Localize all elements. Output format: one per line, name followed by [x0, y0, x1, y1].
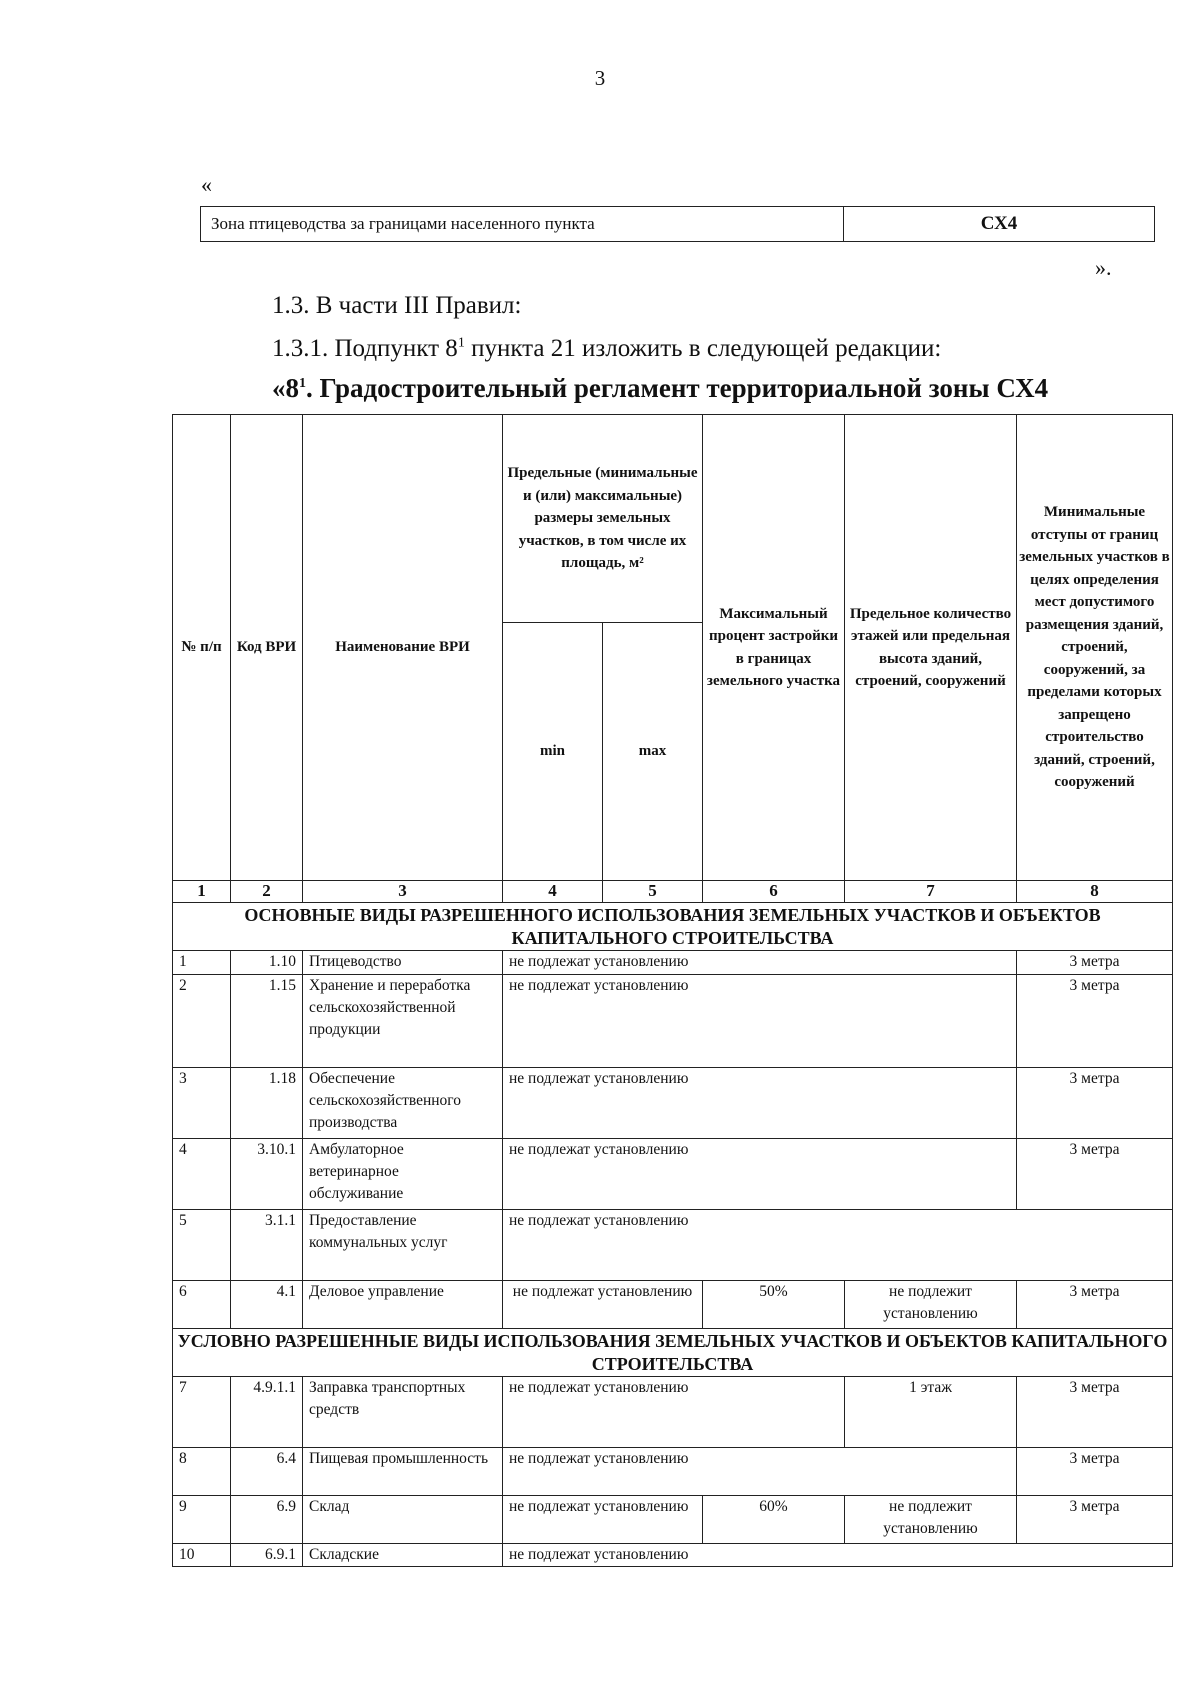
row-code: 6.4: [231, 1448, 303, 1496]
row-percent: 50%: [703, 1281, 845, 1329]
row-name: Хранение и переработка сельскохозяйственной продукции: [303, 975, 503, 1068]
row-name: Пищевая промышленность: [303, 1448, 503, 1496]
header-code: Код ВРИ: [231, 415, 303, 881]
title-text-after: . Градостроительный регламент территориальной зоны СХ4: [306, 373, 1049, 403]
paragraph-text-after: пункта 21 изложить в следующей редакции:: [464, 335, 942, 362]
row-code: 3.10.1: [231, 1139, 303, 1210]
zone-table: [200, 206, 1155, 242]
row-num: 9: [173, 1496, 231, 1544]
column-number: 7: [845, 881, 1017, 903]
paragraph-superscript: 1: [457, 335, 465, 351]
table-row: [173, 1139, 1173, 1210]
row-merged-value: не подлежат установлению: [503, 1377, 845, 1448]
header-min: min: [503, 623, 603, 881]
header-setback: Минимальные отступы от границ земельных участков в целях определения мест допустимого размещения зданий, строений, сооружений, за пределами которых запрещено строительство зданий, строений, сооружений: [1017, 415, 1173, 881]
header-num: № п/п: [173, 415, 231, 881]
row-size: не подлежат установлению: [503, 1496, 703, 1544]
column-number: 3: [303, 881, 503, 903]
header-max: max: [603, 623, 703, 881]
row-setback: 3 метра: [1017, 1281, 1173, 1329]
row-code: 3.1.1: [231, 1210, 303, 1281]
column-number-row: [173, 881, 1173, 903]
page-number: 3: [594, 66, 606, 90]
regulation-table: [172, 414, 1173, 1567]
row-merged-value: не подлежат установлению: [503, 1139, 1017, 1210]
table-row: [173, 1448, 1173, 1496]
paragraph-1-3: 1.3. В части III Правил:: [272, 292, 522, 319]
row-floors: не подлежит установлению: [845, 1496, 1017, 1544]
opening-quote: «: [201, 172, 212, 197]
row-merged-value: не подлежат установлению: [503, 1448, 1017, 1496]
section-heading-conditional: УСЛОВНО РАЗРЕШЕННЫЕ ВИДЫ ИСПОЛЬЗОВАНИЯ ЗЕМЕЛЬНЫХ УЧАСТКОВ И ОБЪЕКТОВ КАПИТАЛЬНОГО СТРОИТЕЛЬСТВА: [173, 1329, 1173, 1377]
zone-row: [201, 207, 1155, 242]
row-code: 4.9.1.1: [231, 1377, 303, 1448]
row-name: Деловое управление: [303, 1281, 503, 1329]
row-setback: 3 метра: [1017, 1496, 1173, 1544]
row-num: 8: [173, 1448, 231, 1496]
row-name: Птицеводство: [303, 951, 503, 975]
zone-code: СХ4: [844, 207, 1155, 242]
row-setback: 3 метра: [1017, 1448, 1173, 1496]
paragraph-text-before: 1.3.1. Подпункт 8: [272, 335, 458, 362]
table-row: [173, 1544, 1173, 1567]
header-row-1: [173, 415, 1173, 623]
row-name: Заправка транспортных средств: [303, 1377, 503, 1448]
row-percent: 60%: [703, 1496, 845, 1544]
column-number: 5: [603, 881, 703, 903]
zone-name: Зона птицеводства за границами населенного пункта: [201, 207, 844, 242]
row-merged-value: не подлежат установлению: [503, 951, 1017, 975]
row-num: 1: [173, 951, 231, 975]
row-num: 7: [173, 1377, 231, 1448]
row-code: 4.1: [231, 1281, 303, 1329]
column-number: 2: [231, 881, 303, 903]
table-row: [173, 1377, 1173, 1448]
title-superscript: 1: [299, 376, 306, 391]
header-percent: Максимальный процент застройки в границах земельного участка: [703, 415, 845, 881]
table-row: [173, 1496, 1173, 1544]
header-floors: Предельное количество этажей или предельная высота зданий, строений, сооружений: [845, 415, 1017, 881]
row-floors: 1 этаж: [845, 1377, 1017, 1448]
row-name: Предоставление коммунальных услуг: [303, 1210, 503, 1281]
row-num: 2: [173, 975, 231, 1068]
section-row-conditional: [173, 1329, 1173, 1377]
row-setback: 3 метра: [1017, 1139, 1173, 1210]
table-row: [173, 1210, 1173, 1281]
row-num: 10: [173, 1544, 231, 1567]
row-num: 5: [173, 1210, 231, 1281]
column-number: 1: [173, 881, 231, 903]
row-name: Склад: [303, 1496, 503, 1544]
row-num: 6: [173, 1281, 231, 1329]
row-merged-value: не подлежат установлению: [503, 1210, 1173, 1281]
row-size: не подлежат установлению: [503, 1281, 703, 1329]
table-row: [173, 1068, 1173, 1139]
row-floors: не подлежит установлению: [845, 1281, 1017, 1329]
row-setback: 3 метра: [1017, 1377, 1173, 1448]
row-merged-value: не подлежат установлению: [503, 1544, 1173, 1567]
row-setback: 3 метра: [1017, 951, 1173, 975]
section-row-main: [173, 903, 1173, 951]
row-code: 1.18: [231, 1068, 303, 1139]
header-size-group: Предельные (минимальные и (или) максимальные) размеры земельных участков, в том числе их площадь, м²: [503, 415, 703, 623]
table-row: [173, 951, 1173, 975]
column-number: 6: [703, 881, 845, 903]
section-heading-main: ОСНОВНЫЕ ВИДЫ РАЗРЕШЕННОГО ИСПОЛЬЗОВАНИЯ ЗЕМЕЛЬНЫХ УЧАСТКОВ И ОБЪЕКТОВ КАПИТАЛЬНОГО СТРОИТЕЛЬСТВА: [173, 903, 1173, 951]
column-number: 8: [1017, 881, 1173, 903]
row-setback: 3 метра: [1017, 1068, 1173, 1139]
row-name: Складские: [303, 1544, 503, 1567]
row-name: Обеспечение сельскохозяйственного производства: [303, 1068, 503, 1139]
row-code: 1.10: [231, 951, 303, 975]
row-num: 4: [173, 1139, 231, 1210]
row-code: 6.9.1: [231, 1544, 303, 1567]
table-row: [173, 975, 1173, 1068]
row-num: 3: [173, 1068, 231, 1139]
row-code: 6.9: [231, 1496, 303, 1544]
column-number: 4: [503, 881, 603, 903]
paragraph-1-3-1: [272, 335, 941, 363]
section-title: [272, 373, 1048, 404]
title-text-before: «8: [272, 373, 299, 403]
header-name: Наименование ВРИ: [303, 415, 503, 881]
row-merged-value: не подлежат установлению: [503, 1068, 1017, 1139]
row-setback: 3 метра: [1017, 975, 1173, 1068]
row-code: 1.15: [231, 975, 303, 1068]
table-row: [173, 1281, 1173, 1329]
closing-quote: ».: [1095, 255, 1112, 280]
row-name: Амбулаторное ветеринарное обслуживание: [303, 1139, 503, 1210]
row-merged-value: не подлежат установлению: [503, 975, 1017, 1068]
